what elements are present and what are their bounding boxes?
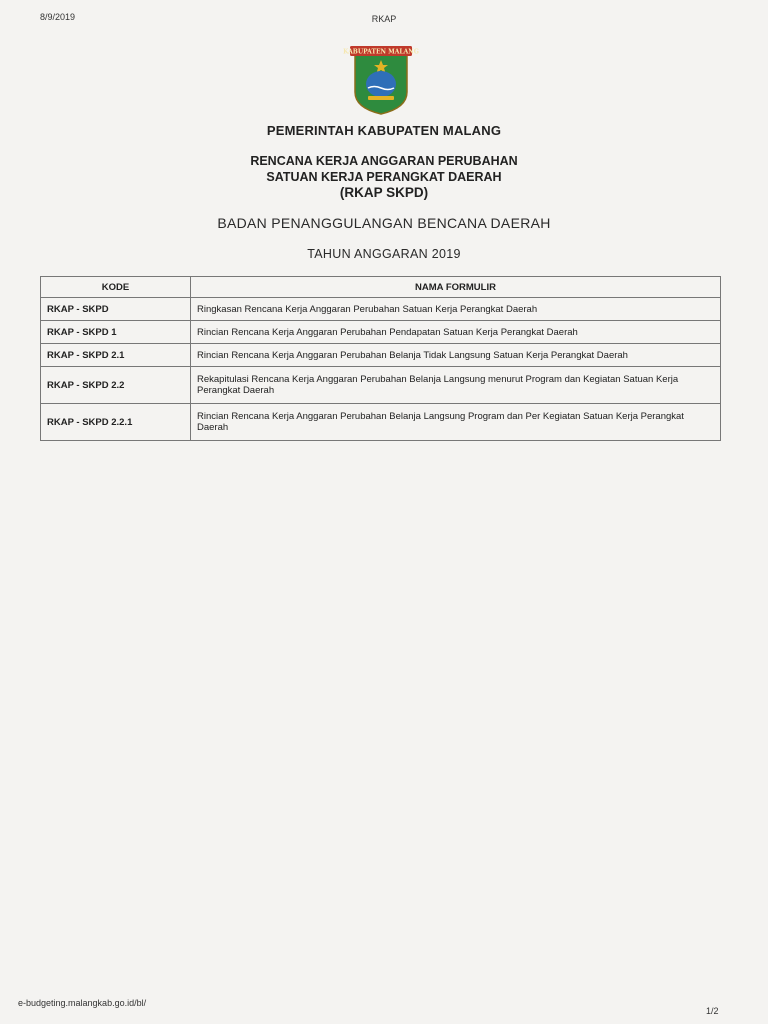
row-kode: RKAP - SKPD 2.1 (41, 344, 191, 367)
page-number: 1/2 (706, 1006, 719, 1016)
print-title: RKAP (371, 14, 397, 24)
footer-url: e-budgeting.malangkab.go.id/bl/ (18, 998, 147, 1008)
table-header-row (41, 277, 721, 298)
budget-year: TAHUN ANGGARAN 2019 (307, 247, 461, 261)
print-date: 8/9/2019 (40, 12, 76, 22)
row-kode: RKAP - SKPD 1 (41, 321, 191, 344)
table-row (41, 321, 721, 344)
document-title (0, 153, 768, 201)
row-nama: Rincian Rencana Kerja Anggaran Perubahan Belanja Langsung Program dan Per Kegiatan Satuan Kerja Perangkat Daerah (191, 404, 721, 441)
emblem-center-disc (366, 71, 396, 97)
row-kode: RKAP - SKPD 2.2.1 (41, 404, 191, 441)
document-title-line-2: SATUAN KERJA PERANGKAT DAERAH (266, 170, 502, 184)
kabupaten-malang-emblem (343, 44, 419, 116)
table-row (41, 298, 721, 321)
row-nama: Rekapitulasi Rencana Kerja Anggaran Perubahan Belanja Langsung menurut Program dan Kegiatan Satuan Kerja Perangkat Daerah (191, 367, 721, 404)
agency-name: BADAN PENANGGULANGAN BENCANA DAERAH (217, 215, 551, 231)
row-nama: Rincian Rencana Kerja Anggaran Perubahan Belanja Tidak Langsung Satuan Kerja Perangkat Daerah (191, 344, 721, 367)
emblem-banner-text: KABUPATEN MALANG (343, 48, 419, 56)
forms-table (40, 276, 721, 441)
row-nama: Ringkasan Rencana Kerja Anggaran Perubahan Satuan Kerja Perangkat Daerah (191, 298, 721, 321)
government-title: PEMERINTAH KABUPATEN MALANG (266, 123, 502, 138)
row-kode: RKAP - SKPD 2.2 (41, 367, 191, 404)
document-title-line-1: RENCANA KERJA ANGGARAN PERUBAHAN (250, 154, 518, 168)
header-kode: KODE (41, 277, 191, 298)
row-kode: RKAP - SKPD (41, 298, 191, 321)
document-title-line-3: (RKAP SKPD) (339, 185, 429, 200)
table-row (41, 367, 721, 404)
table-row (41, 404, 721, 441)
row-nama: Rincian Rencana Kerja Anggaran Perubahan Pendapatan Satuan Kerja Perangkat Daerah (191, 321, 721, 344)
emblem-gold-bar (368, 96, 394, 100)
header-nama-formulir: NAMA FORMULIR (191, 277, 721, 298)
table-row (41, 344, 721, 367)
